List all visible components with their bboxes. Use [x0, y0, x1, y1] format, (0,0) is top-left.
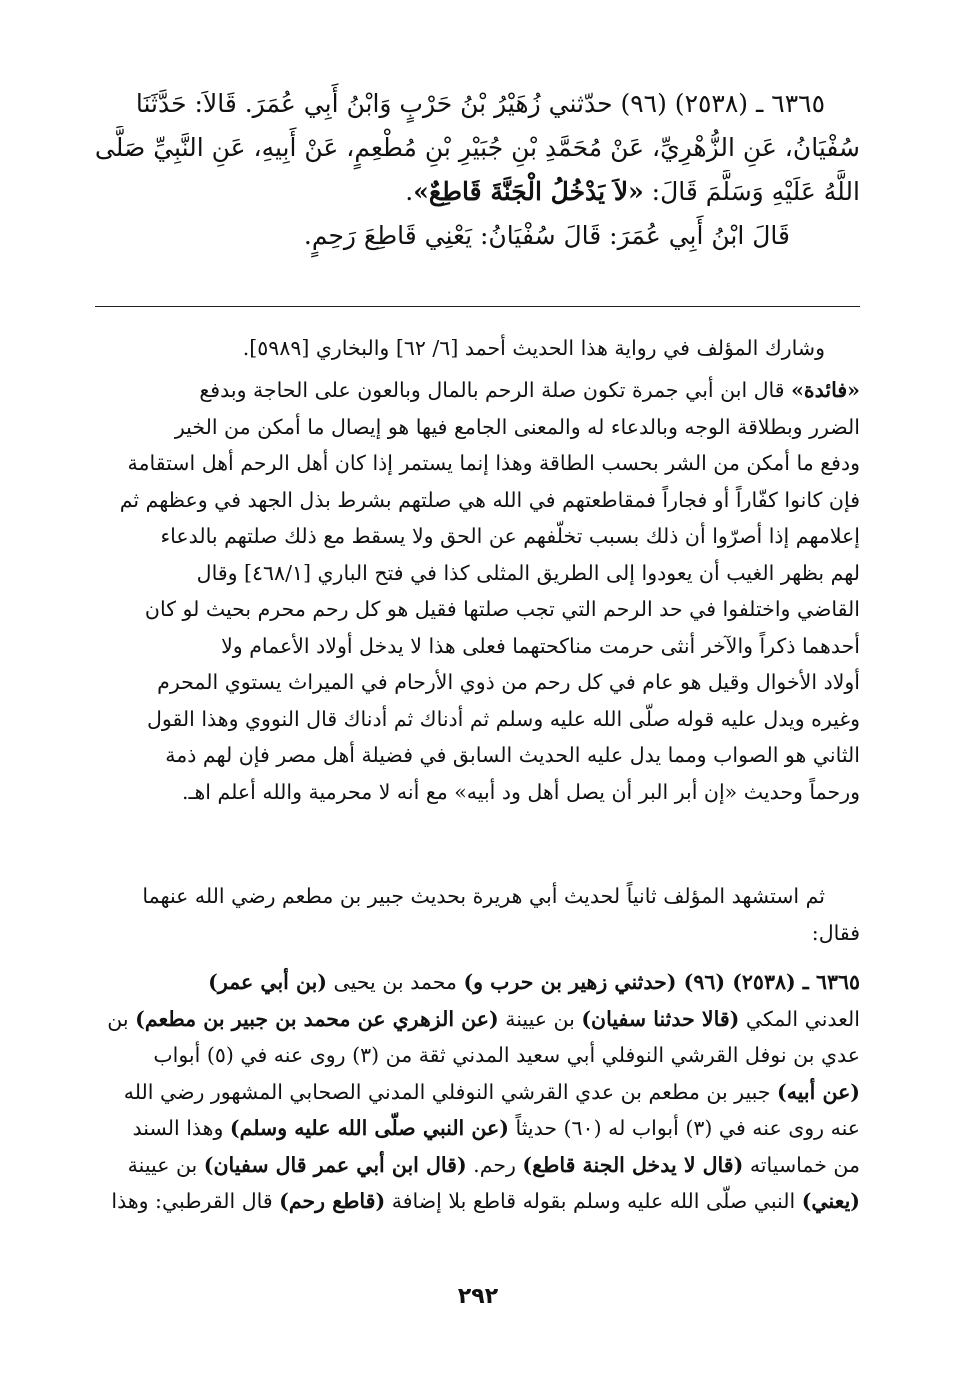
commentary-line — [95, 1074, 860, 1111]
commentary-line — [95, 1001, 860, 1038]
matn-line: سُفْيَانُ، عَنِ الزُّهْرِيِّ، عَنْ مُحَمَّدِ بْنِ جُبَيْرِ بْنِ مُطْعِمٍ، عَنْ أَبِيهِ، عَنِ النَّبِيِّ صَلَّى — [95, 133, 860, 162]
commentary-text: وهذا السند — [132, 1116, 230, 1140]
commentary-line: وشارك المؤلف في رواية هذا الحديث أحمد [٦/ ٦٢] والبخاري [٥٩٨٩]. — [242, 336, 825, 360]
commentary-line — [95, 1147, 860, 1184]
bold-text: (قاطع رحم) — [279, 1189, 386, 1213]
commentary-text: من خماسياته — [743, 1152, 860, 1177]
commentary-text: عنه روى عنه في (٣) أبواب له (٦٠) حديثاً — [508, 1116, 860, 1140]
bold-text: (عن النبي صلّى الله عليه وسلم) — [229, 1116, 509, 1140]
bold-text: ٦٣٦٥ ـ (٢٥٣٨) (٩٦) (حدثني زهير بن حرب و) — [463, 970, 860, 994]
faida-paragraph — [95, 372, 860, 810]
bold-text: (عن الزهري عن محمد بن جبير بن مطعم) — [135, 1006, 499, 1031]
commentary-text: بن عيينة — [498, 1006, 582, 1031]
commentary-text: العدني المكي — [739, 1006, 860, 1031]
commentary-text: قال القرطبي: وهذا — [111, 1189, 280, 1213]
commentary-line — [95, 964, 860, 1001]
bold-text: (عن أبيه) — [777, 1079, 860, 1104]
commentary-text: بن عيينة — [127, 1152, 204, 1177]
commentary-line: عدي بن نوفل القرشي النوفلي أبي سعيد المدني ثقة من (٣) روى عنه في (٥) أبواب — [153, 1043, 860, 1067]
bold-text: (قال لا يدخل الجنة قاطع) — [522, 1152, 744, 1177]
separator-rule — [95, 306, 860, 307]
commentary-line: لهم بظهر الغيب أن يعودوا إلى الطريق المثلى كذا في فتح الباري [٤٦٨/١] وقال — [196, 560, 860, 585]
faida-label: «فائدة» — [791, 378, 860, 402]
matn-text: . — [405, 177, 414, 206]
commentary-text: بن — [107, 1006, 136, 1031]
matn-line: قَالَ ابْنُ أَبِي عُمَرَ: قَالَ سُفْيَانُ: يَعْنِي قَاطِعَ رَحِمٍ. — [303, 221, 790, 250]
commentary-line: ورحماً وحديث «إن أبر البر أن يصل أهل ود أبيه» مع أنه لا محرمية والله أعلم اهـ. — [181, 779, 860, 804]
commentary-line — [95, 372, 860, 409]
commentary-paragraph — [95, 878, 860, 951]
commentary-line — [95, 1110, 860, 1147]
hadith-quote: «لاَ يَدْخُلُ الْجَنَّةَ قَاطِعٌ» — [413, 177, 644, 206]
commentary-line: أولاد الأخوال وقيل هو عام في كل رحم من ذوي الأرحام في الميراث يستوي المحرم — [157, 670, 860, 694]
commentary-text: جبير بن مطعم بن عدي القرشي النوفلي المدني الصحابي المشهور رضي الله — [123, 1079, 778, 1104]
commentary-line: الثاني هو الصواب ومما يدل عليه الحديث السابق في فضيلة أهل مصر فإن لهم ذمة — [165, 743, 860, 767]
commentary-paragraph — [95, 330, 860, 367]
bold-text: (يعني) — [801, 1189, 860, 1213]
commentary-text: قال ابن أبي جمرة تكون صلة الرحم بالمال وبالعون على الحاجة وبدفع — [199, 378, 792, 402]
commentary-line: وغيره ويدل عليه قوله صلّى الله عليه وسلم ثم أدناك ثم أدناك قال النووي وهذا القول — [147, 706, 860, 731]
isnad-commentary — [95, 964, 860, 1220]
commentary-line: فقال: — [811, 920, 860, 945]
matn-text: اللَّهُ عَلَيْهِ وَسَلَّمَ قَالَ: — [643, 177, 860, 206]
bold-text: (قال ابن أبي عمر قال سفيان) — [203, 1152, 467, 1177]
commentary-line: فإن كانوا كفّاراً أو فجاراً فمقاطعتهم في الله هي صلتهم بشرط بذل الجهد في وعظهم ثم — [119, 487, 860, 512]
bold-text: (بن أبي عمر) — [208, 970, 328, 994]
bold-text: (قالا حدثنا سفيان) — [581, 1006, 740, 1031]
page-number: ٢٩٢ — [457, 1284, 499, 1309]
commentary-text: رحم. — [466, 1152, 523, 1177]
commentary-line — [95, 1183, 860, 1220]
matn-line: ٦٣٦٥ ـ (٢٥٣٨) (٩٦) حدّثني زُهَيْرُ بْنُ حَرْبٍ وَابْنُ أَبِي عُمَرَ. قَالاَ: حَدَّثَنَا — [135, 89, 825, 118]
commentary-line: الضرر وبطلاقة الوجه وبالدعاء له والمعنى الجامع فيها هو إيصال ما أمكن من الخير — [174, 414, 860, 439]
commentary-line: ودفع ما أمكن من الشر بحسب الطاقة وهذا إنما يستمر إذا كان أهل الرحم أهل استقامة — [127, 451, 860, 475]
commentary-line: إعلامهم إذا أصرّوا أن ذلك بسبب تخلّفهم عن الحق ولا يسقط مع ذلك صلتهم بالدعاء — [160, 524, 860, 548]
hadith-matn — [95, 82, 860, 258]
commentary-text: محمد بن يحيى — [327, 970, 464, 994]
matn-line — [95, 170, 860, 214]
commentary-line: القاضي واختلفوا في حد الرحم التي تجب صلتها فقيل هو كل رحم محرم بحيث لو كان — [144, 597, 860, 621]
commentary-line: أحدهما ذكراً والآخر أنثى حرمت مناكحتهما فعلى هذا لا يدخل أولاد الأعمام ولا — [221, 633, 860, 658]
commentary-line: ثم استشهد المؤلف ثانياً لحديث أبي هريرة بحديث جبير بن مطعم رضي الله عنهما — [142, 884, 825, 908]
commentary-text: النبي صلّى الله عليه وسلم بقوله قاطع بلا إضافة — [385, 1189, 802, 1213]
